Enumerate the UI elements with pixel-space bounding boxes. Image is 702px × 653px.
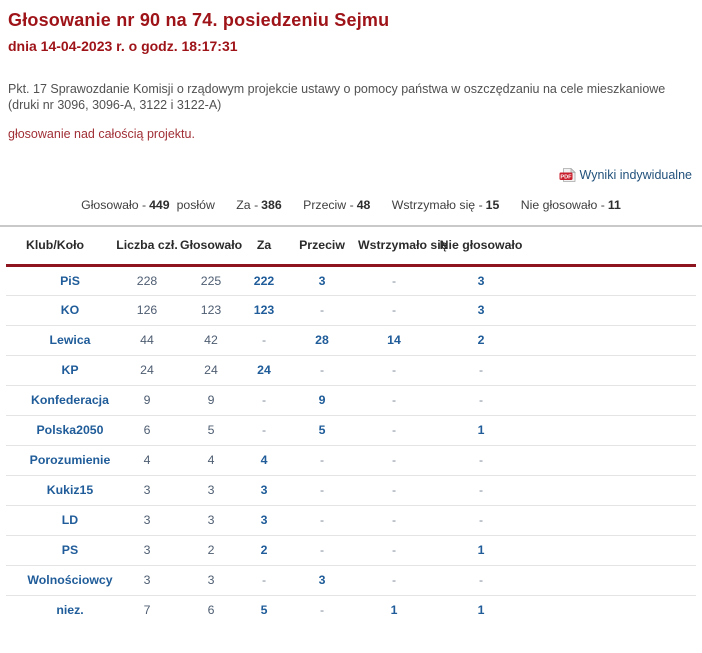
cell-nie-glosowalo: -: [430, 565, 532, 595]
col-header-za: Za: [242, 227, 286, 265]
cell-voted: 3: [180, 505, 242, 535]
cell-voted: 225: [180, 265, 242, 295]
cell-nie-glosowalo: 3: [430, 295, 532, 325]
cell-za: 3: [242, 505, 286, 535]
cell-members: 9: [114, 385, 180, 415]
cell-wstrzymalo: -: [358, 415, 430, 445]
cell-club[interactable]: PS: [6, 535, 114, 565]
cell-wstrzymalo: -: [358, 295, 430, 325]
cell-members: 228: [114, 265, 180, 295]
cell-nie-glosowalo: 1: [477, 603, 485, 618]
cell-filler: [532, 475, 696, 505]
summary-abstained-value: 15: [485, 198, 500, 212]
individual-results-label: Wyniki indywidualne: [579, 168, 692, 182]
cell-club[interactable]: LD: [6, 505, 114, 535]
summary-for: Za - 386: [236, 198, 282, 212]
cell-club[interactable]: Kukiz15: [6, 475, 114, 505]
cell-za: 4: [242, 445, 286, 475]
table-row: [6, 475, 696, 505]
table-row: [6, 565, 696, 595]
col-header-przeciw: Przeciw: [286, 227, 358, 265]
cell-club[interactable]: Wolnościowcy: [6, 565, 114, 595]
cell-club[interactable]: niez.: [56, 603, 84, 618]
cell-przeciw: 3: [286, 265, 358, 295]
cell-przeciw: 9: [286, 385, 358, 415]
cell-przeciw: -: [286, 295, 358, 325]
cell-members: 3: [114, 475, 180, 505]
cell-przeciw: -: [319, 603, 325, 618]
cell-club[interactable]: Konfederacja: [6, 385, 114, 415]
cell-members: 24: [114, 355, 180, 385]
cell-nie-glosowalo: 3: [430, 265, 532, 295]
col-header-glosowalo: Głosowało: [180, 227, 242, 265]
table-row: [6, 325, 696, 355]
cell-wstrzymalo: -: [358, 535, 430, 565]
summary-voted: Głosowało - 449 posłów: [81, 198, 215, 212]
cell-wstrzymalo: -: [358, 385, 430, 415]
cell-members: 3: [114, 565, 180, 595]
summary-against: Przeciw - 48: [303, 198, 371, 212]
summary-voted-suffix: posłów: [176, 198, 215, 212]
pdf-icon[interactable]: [559, 168, 576, 182]
cell-wstrzymalo: -: [358, 265, 430, 295]
cell-filler: [532, 385, 696, 415]
table-row: [6, 445, 696, 475]
cell-za: -: [242, 415, 286, 445]
vote-summary: [8, 198, 694, 212]
pdf-icon-label: PDF: [559, 174, 572, 181]
summary-abstained: Wstrzymało się - 15: [391, 198, 500, 212]
col-header-liczba: Liczba czł.: [114, 227, 180, 265]
cell-members: 6: [114, 415, 180, 445]
cell-wstrzymalo: -: [358, 445, 430, 475]
cell-filler: [532, 565, 696, 595]
cell-nie-glosowalo: 1: [430, 415, 532, 445]
vote-description: Pkt. 17 Sprawozdanie Komisji o rządowym projekcie ustawy o pomocy państwa w oszczędzaniu na cele mieszkaniowe (druki nr 3096, 3096-A, 3122 i 3122-A): [8, 82, 666, 112]
table-row: [6, 595, 696, 625]
cell-filler: [532, 415, 696, 445]
cell-nie-glosowalo: -: [430, 505, 532, 535]
cell-members: 126: [114, 295, 180, 325]
cell-nie-glosowalo: 2: [430, 325, 532, 355]
table-row: [6, 415, 696, 445]
table-row: [6, 505, 696, 535]
cell-przeciw: -: [286, 475, 358, 505]
table-row: [6, 535, 696, 565]
cell-club[interactable]: Porozumienie: [6, 445, 114, 475]
cell-za: 5: [260, 603, 268, 618]
cell-nie-glosowalo: -: [430, 385, 532, 415]
cell-przeciw: -: [286, 355, 358, 385]
cell-voted: 9: [180, 385, 242, 415]
cell-nie-glosowalo: 1: [430, 535, 532, 565]
cell-filler: [532, 535, 696, 565]
cell-filler: [532, 355, 696, 385]
summary-not-voting: Nie głosowało - 11: [520, 198, 621, 212]
cell-voted: 2: [180, 535, 242, 565]
col-header-klub: Klub/Koło: [6, 227, 114, 265]
table-row: [6, 355, 696, 385]
cell-przeciw: -: [286, 445, 358, 475]
cell-filler: [532, 325, 696, 355]
cell-przeciw: -: [286, 535, 358, 565]
cell-wstrzymalo: -: [358, 565, 430, 595]
cell-members: 3: [114, 505, 180, 535]
cell-filler: [532, 595, 696, 625]
table-row: [6, 385, 696, 415]
cell-club[interactable]: KP: [6, 355, 114, 385]
cell-wstrzymalo: 14: [358, 325, 430, 355]
cell-voted: 5: [180, 415, 242, 445]
cell-nie-glosowalo: -: [430, 445, 532, 475]
cell-za: 222: [242, 265, 286, 295]
cell-przeciw: 5: [286, 415, 358, 445]
vote-date-line: dnia 14-04-2023 r. o godz. 18:17:31: [8, 38, 238, 54]
cell-voted: 4: [180, 445, 242, 475]
cell-za: 2: [242, 535, 286, 565]
table-row: [6, 265, 696, 295]
cell-filler: [532, 265, 696, 295]
summary-not-voting-value: 11: [607, 198, 621, 212]
col-header-nie-glosowalo: Nie głosowało: [430, 227, 532, 265]
cell-voted: 24: [180, 355, 242, 385]
cell-przeciw: 28: [286, 325, 358, 355]
cell-members: 44: [114, 325, 180, 355]
page-title: Głosowanie nr 90 na 74. posiedzeniu Sejmu: [8, 10, 390, 30]
cell-members: 7: [143, 603, 151, 618]
cell-za: -: [242, 385, 286, 415]
vote-note: głosowanie nad całością projektu.: [8, 127, 195, 141]
col-header-wstrzymalo: Wstrzymało się: [358, 227, 430, 265]
cell-wstrzymalo: 1: [390, 603, 398, 618]
summary-for-value: 386: [261, 198, 282, 212]
cell-voted: 42: [180, 325, 242, 355]
cell-za: -: [242, 565, 286, 595]
cell-voted: 123: [180, 295, 242, 325]
cell-members: 4: [114, 445, 180, 475]
cell-club[interactable]: Lewica: [6, 325, 114, 355]
cell-nie-glosowalo: -: [430, 475, 532, 505]
individual-results-link[interactable]: [559, 168, 692, 182]
cell-club[interactable]: PiS: [6, 265, 114, 295]
summary-voted-value: 449: [149, 198, 170, 212]
cell-wstrzymalo: -: [358, 475, 430, 505]
cell-wstrzymalo: -: [358, 355, 430, 385]
table-header-row: [6, 227, 696, 265]
table-row: [6, 295, 696, 325]
individual-results-row: [8, 168, 694, 185]
cell-wstrzymalo: -: [358, 505, 430, 535]
cell-przeciw: -: [286, 505, 358, 535]
cell-za: 123: [242, 295, 286, 325]
cell-za: 24: [242, 355, 286, 385]
cell-filler: [532, 295, 696, 325]
cell-nie-glosowalo: -: [430, 355, 532, 385]
cell-club[interactable]: KO: [6, 295, 114, 325]
cell-members: 3: [114, 535, 180, 565]
club-results-table: [6, 227, 696, 625]
cell-voted: 3: [180, 475, 242, 505]
col-header-filler: [532, 227, 696, 265]
cell-filler: [532, 445, 696, 475]
cell-club[interactable]: Polska2050: [6, 415, 114, 445]
summary-against-value: 48: [356, 198, 371, 212]
cell-przeciw: 3: [286, 565, 358, 595]
cell-filler: [532, 505, 696, 535]
cell-za: -: [242, 325, 286, 355]
cell-voted: 6: [207, 603, 215, 618]
cell-za: 3: [242, 475, 286, 505]
cell-voted: 3: [180, 565, 242, 595]
